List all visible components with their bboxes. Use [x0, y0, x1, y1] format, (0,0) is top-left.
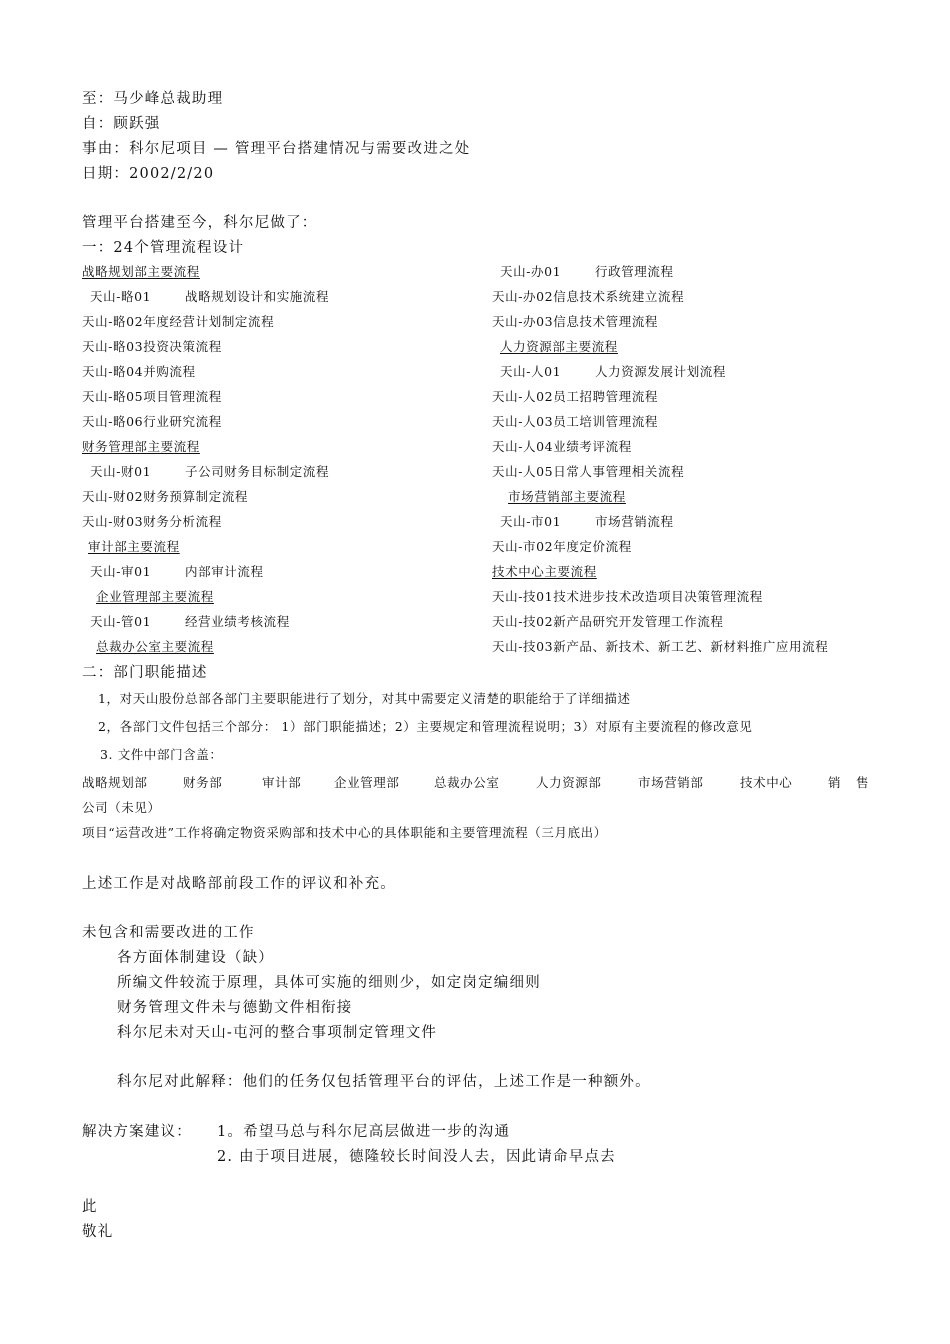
process-item: 天山-技03新产品、新技术、新工艺、新材料推广应用流程: [492, 639, 829, 654]
summary-line: 上述工作是对战略部前段工作的评议和补充。: [82, 876, 396, 892]
section2-point: 2，各部门文件包括三个部分： 1）部门职能描述；2）主要规定和管理流程说明；3）对原有主要流程的修改意见: [98, 719, 753, 734]
process-code: 天山-管01: [90, 614, 152, 629]
process-item: 天山-办03信息技术管理流程: [492, 314, 659, 329]
dept-name: 总裁办公室: [434, 775, 500, 790]
closing-line: 此: [82, 1199, 98, 1215]
process-item: [90, 566, 264, 579]
process-group-heading: 人力资源部主要流程: [500, 339, 618, 354]
process-code: 天山-审01: [90, 564, 152, 579]
solution-item: 2. 由于项目进展，德隆较长时间没人去，因此请命早点去: [217, 1149, 616, 1165]
process-group-heading: 企业管理部主要流程: [96, 589, 214, 604]
process-item: 天山-人05日常人事管理相关流程: [492, 464, 685, 479]
process-group-heading: 审计部主要流程: [88, 539, 180, 554]
gaps-title: 未包含和需要改进的工作: [82, 925, 255, 941]
process-group-heading: 财务管理部主要流程: [82, 439, 200, 454]
dept-name: 人力资源部: [536, 775, 602, 790]
process-group-heading: 市场营销部主要流程: [508, 489, 626, 504]
process-item: 天山-略03投资决策流程: [82, 339, 222, 354]
dept-continuation: 公司（未见）: [82, 800, 161, 815]
section2-point: 3. 文件中部门含盖：: [100, 747, 223, 762]
memo-to: 至：马少峰总裁助理: [82, 91, 224, 107]
dept-name: 企业管理部: [334, 775, 400, 790]
solution-item: 1。希望马总与科尔尼高层做进一步的沟通: [217, 1124, 511, 1140]
section2-note: 项目“运营改进”工作将确定物资采购部和技术中心的具体职能和主要管理流程（三月底出）: [82, 825, 607, 840]
process-item: 天山-市02年度定价流程: [492, 539, 632, 554]
intro-line: 管理平台搭建至今，科尔尼做了：: [82, 215, 318, 231]
gap-item: 科尔尼未对天山-屯河的整合事项制定管理文件: [117, 1025, 438, 1041]
process-name: 子公司财务目标制定流程: [185, 464, 330, 479]
process-item: [500, 266, 674, 279]
process-item: 天山-人03员工培训管理流程: [492, 414, 659, 429]
section1-title: 一：24个管理流程设计: [82, 240, 245, 256]
memo-from: 自：顾跃强: [82, 116, 161, 132]
process-item: 天山-略04并购流程: [82, 364, 196, 379]
process-item: [90, 466, 329, 479]
process-item: 天山-略05项目管理流程: [82, 389, 222, 404]
process-item: 天山-略02年度经营计划制定流程: [82, 314, 275, 329]
process-name: 行政管理流程: [595, 264, 674, 279]
process-group-heading: 战略规划部主要流程: [82, 264, 200, 279]
process-item: 天山-财03财务分析流程: [82, 514, 222, 529]
section2-point: 1，对天山股份总部各部门主要职能进行了划分，对其中需要定义清楚的职能给于了详细描述: [98, 691, 631, 706]
process-code: 天山-略01: [90, 289, 152, 304]
dept-name: 战略规划部: [82, 775, 148, 790]
process-code: 天山-财01: [90, 464, 152, 479]
process-item: [90, 616, 290, 629]
gaps-explanation: 科尔尼对此解释：他们的任务仅包括管理平台的评估，上述工作是一种额外。: [117, 1074, 651, 1090]
process-item: 天山-技02新产品研究开发管理工作流程: [492, 614, 724, 629]
dept-name: 售: [856, 775, 870, 790]
process-item: 天山-人02员工招聘管理流程: [492, 389, 659, 404]
process-group-heading: 技术中心主要流程: [492, 564, 597, 579]
process-item: 天山-技01技术进步技术改造项目决策管理流程: [492, 589, 763, 604]
gap-item: 各方面体制建设（缺）: [117, 950, 274, 966]
process-item: [90, 291, 329, 304]
process-code: 天山-市01: [500, 514, 562, 529]
process-item: 天山-办02信息技术系统建立流程: [492, 289, 685, 304]
process-group-heading: 总裁办公室主要流程: [96, 639, 214, 654]
process-item: [500, 516, 674, 529]
process-item: 天山-略06行业研究流程: [82, 414, 222, 429]
dept-name: 销: [828, 775, 842, 790]
dept-name: 财务部: [183, 775, 223, 790]
process-item: 天山-人04业绩考评流程: [492, 439, 632, 454]
process-item: 天山-财02财务预算制定流程: [82, 489, 249, 504]
section2-title: 二：部门职能描述: [82, 665, 208, 681]
process-name: 经营业绩考核流程: [185, 614, 290, 629]
memo-subject: 事由：科尔尼项目 — 管理平台搭建情况与需要改进之处: [82, 141, 471, 157]
gap-item: 所编文件较流于原理，具体可实施的细则少，如定岗定编细则: [117, 975, 541, 991]
closing-line: 敬礼: [82, 1224, 114, 1240]
solution-label: 解决方案建议：: [82, 1124, 192, 1140]
memo-date: 日期：2002/2/20: [82, 166, 215, 182]
process-name: 战略规划设计和实施流程: [185, 289, 330, 304]
dept-name: 技术中心: [740, 775, 793, 790]
process-name: 人力资源发展计划流程: [595, 364, 727, 379]
process-code: 天山-办01: [500, 264, 562, 279]
process-code: 天山-人01: [500, 364, 562, 379]
gap-item: 财务管理文件未与德勤文件相衔接: [117, 1000, 353, 1016]
dept-name: 审计部: [262, 775, 302, 790]
process-name: 市场营销流程: [595, 514, 674, 529]
dept-name: 市场营销部: [638, 775, 704, 790]
process-item: [500, 366, 726, 379]
process-name: 内部审计流程: [185, 564, 264, 579]
